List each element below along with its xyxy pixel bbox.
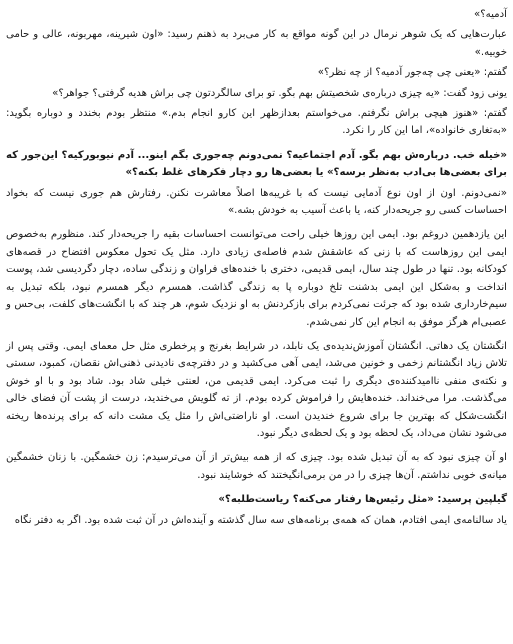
paragraph-5: گفتم: «هنوز هیچی براش نگرفتم. می‌خواستم بعدازظهر این کارو انجام بدم.» منتظر بودم بخندد و دوباره بگوید: «به‌تغاری خانواده»، اما این کار را نکرد. bbox=[6, 108, 507, 137]
paragraph-4: یونی زود گفت: «یه چیزی درباره‌ی شخصیتش بهم بگو. تو برای سالگردتون چی براش هدیه گرفتی؟ جواهر؟» bbox=[52, 87, 507, 99]
paragraph-2: عبارت‌هایی که یک شوهر نرمال در این گونه مواقع به کار می‌برد به ذهنم رسید: «اون شیرینه، مهربونه، عالی و حامی خوبیه.» bbox=[6, 29, 507, 58]
paragraph-12: یاد سالنامه‌ی ایمی افتادم، همان که همه‌ی برنامه‌های سه سال گذشته و آینده‌اش در آن ثبت شده بود. اگر به دفتر نگاه bbox=[14, 514, 507, 526]
paragraph-8: این یازدهمین دروغم بود. ایمی این روزها خیلی راحت می‌توانست احساسات بقیه را جریحه‌دار کند. منظورم به‌خصوص ایمی این روزهاست که با زنی که عاشقش شدم فاصله‌ی زیادی دارد. مثل یک تحول معکوس افتضاح در قصه‌های کودکانه بود. تنها در طول چند سال، ایمی قدیمی، دختری با خنده‌های فراوان و زندگی ساده، دچار دگردیسی شد، پوست انداخت و به‌شکل این ایمی بدشنت تلخ دوباره پا به زندگی گذاشت. همسرم دیگر همسرم نبود، بلکه تبدیل به سیم‌خارداری شده بود که جرئت نمی‌کردم برای بازکردنش به او نزدیک شوم، هر چند که با انگشت‌های کلفت، بی‌حس و عصبی‌ام هرگز موفق به انجام این کار نمی‌شدم. bbox=[6, 229, 507, 328]
paragraph-9: انگشتان یک دهاتی. انگشتان آموزش‌ندیده‌ی یک نابلد، در شرایط بغرنج و پرخطری مثل حل معمای ایمی. وقتی پس از تلاش زیاد انگشتانم زخمی و خونین می‌شد، ایمی آهی می‌کشید و در دفترچه‌ی نادیدنی ذهنی‌اش نقصان، کمبود، سستی و نکته‌ی منفی ناامیدکننده‌ی دیگری را ثبت می‌کرد. ایمی قدیمی من، لعنتی خیلی شاد بود. شاد بود و با او خوش می‌گذشت. مرا می‌خنداند. خنده‌هایش را فراموش کرده بودم. از ته گلویش می‌خندید، درست از پشت آن فضای خالی انگشت‌شکل که بهترین جا برای شروع خندیدن است. او ناراضتی‌اش را مثل یک مشت دانه که برای پرنده‌ها ریخته می‌شود نشان می‌داد، یک لحظه بود و یک لحظه‌ی دیگر نبود. bbox=[6, 340, 507, 439]
paragraph-11: گیلپین پرسید: «مثل رئیس‌ها رفتار می‌کنه؟ ریاست‌طلبه؟» bbox=[218, 494, 507, 506]
paragraph-1: آدمیه؟» bbox=[474, 9, 507, 20]
paragraph-10: او آن چیزی نبود که به آن تبدیل شده بود. چیزی که از همه بیش‌تر از آن می‌ترسیدم: زن خشمگین. با زنان خشمگین میانه‌ی خوبی نداشتم. آن‌ها چیزی را در من برمی‌انگیختند که خوشایند نبود. bbox=[6, 452, 507, 481]
paragraph-7: «نمی‌دونم. اون از اون نوع آدمایی نیست که با غریبه‌ها اصلاً معاشرت نکنن. رفتارش هم جوری نیست که بخواد احساسات کسی رو جریحه‌دار کنه، یا باعث آسیب به خودش بشه.» bbox=[6, 187, 507, 217]
paragraph-3: گفتم: «یعنی چی چه‌جور آدمیه؟ از چه نظر؟» bbox=[317, 67, 507, 79]
paragraph-6: «خیله خب. درباره‌ش بهم بگو. آدم اجتماعیه؟ نمی‌دونم چه‌جوری بگم اینو... آدم نیوبورکیه؟ این‌جور که برای بعضی‌ها بی‌ادب به‌نظر برسه؟» یا بعضی‌ها رو دچار فکرهای غلط بکنه؟» bbox=[6, 149, 507, 179]
